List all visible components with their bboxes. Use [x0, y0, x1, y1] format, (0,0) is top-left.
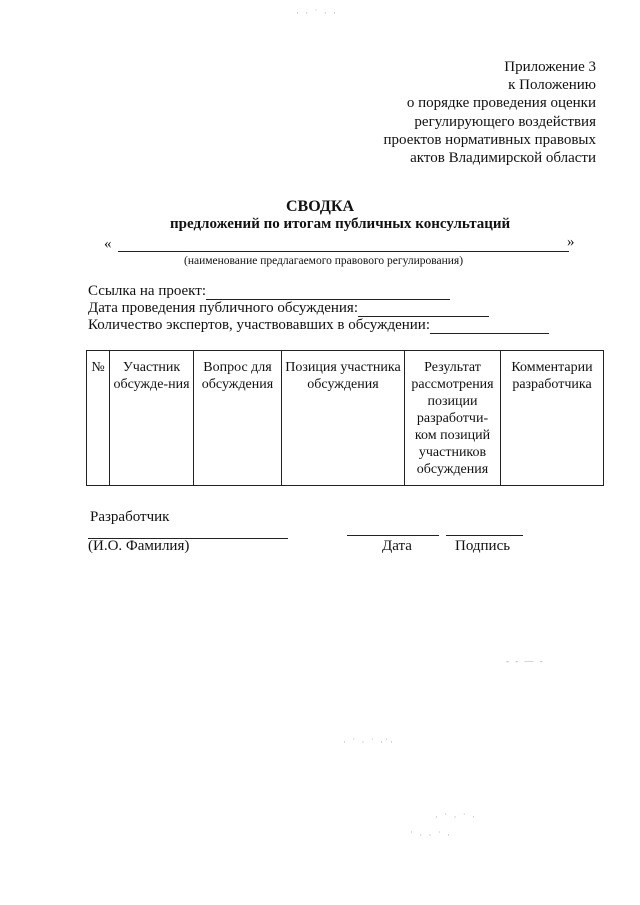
appendix-line: регулирующего воздействия [414, 113, 596, 130]
table-header-row [87, 351, 604, 486]
project-link-row [88, 283, 450, 300]
quote-close: » [567, 234, 575, 250]
scan-noise: · · ˙ · · [296, 8, 338, 18]
regulation-name-line [118, 251, 569, 252]
experts-count-row [88, 317, 549, 334]
appendix-line: Приложение 3 [504, 59, 596, 75]
scan-noise: · ˙ · ˙ ·˙· [343, 737, 395, 747]
col-position: Позиция участника обсуждения [282, 351, 405, 486]
project-link-blank [206, 285, 450, 300]
scan-noise: ˙ · · ˙ · [410, 830, 452, 840]
quote-open: « [104, 236, 112, 252]
discussion-date-blank [358, 302, 489, 317]
date-line [347, 535, 439, 536]
document-title: СВОДКА [285, 198, 355, 215]
date-label: Дата [382, 538, 412, 554]
regulation-name-hint: (наименование предлагаемого правового регулирования) [184, 255, 464, 267]
appendix-line: проектов нормативных правовых [383, 131, 596, 148]
document-subtitle: предложений по итогам публичных консультаций [170, 216, 511, 232]
scan-noise: - - — - [506, 656, 545, 666]
scan-noise: · ˙ · ˙ · [435, 812, 477, 822]
discussion-date-row [88, 300, 489, 317]
experts-count-label: Количество экспертов, участвовавших в обсуждении: [88, 317, 431, 333]
appendix-line: о порядке проведения оценки [406, 95, 596, 112]
col-comments: Комментарии разработчика [501, 351, 604, 486]
experts-count-blank [430, 319, 549, 334]
consultations-table [86, 350, 604, 486]
project-link-label: Ссылка на проект: [88, 283, 206, 299]
col-participant: Участник обсужде-ния [110, 351, 194, 486]
sign-line [446, 535, 523, 536]
col-question: Вопрос для обсуждения [194, 351, 282, 486]
discussion-date-label: Дата проведения публичного обсуждения: [88, 300, 358, 316]
appendix-line: актов Владимирской области [410, 150, 596, 167]
developer-label: Разработчик [90, 509, 170, 525]
col-result: Результат рассмотрения позиции разработчи-ком позиций участников обсуждения [405, 351, 501, 486]
appendix-line: к Положению [508, 77, 596, 94]
col-number: № [87, 351, 110, 486]
name-hint: (И.О. Фамилия) [88, 538, 190, 554]
sign-label: Подпись [455, 538, 511, 554]
appendix-block [384, 58, 596, 167]
